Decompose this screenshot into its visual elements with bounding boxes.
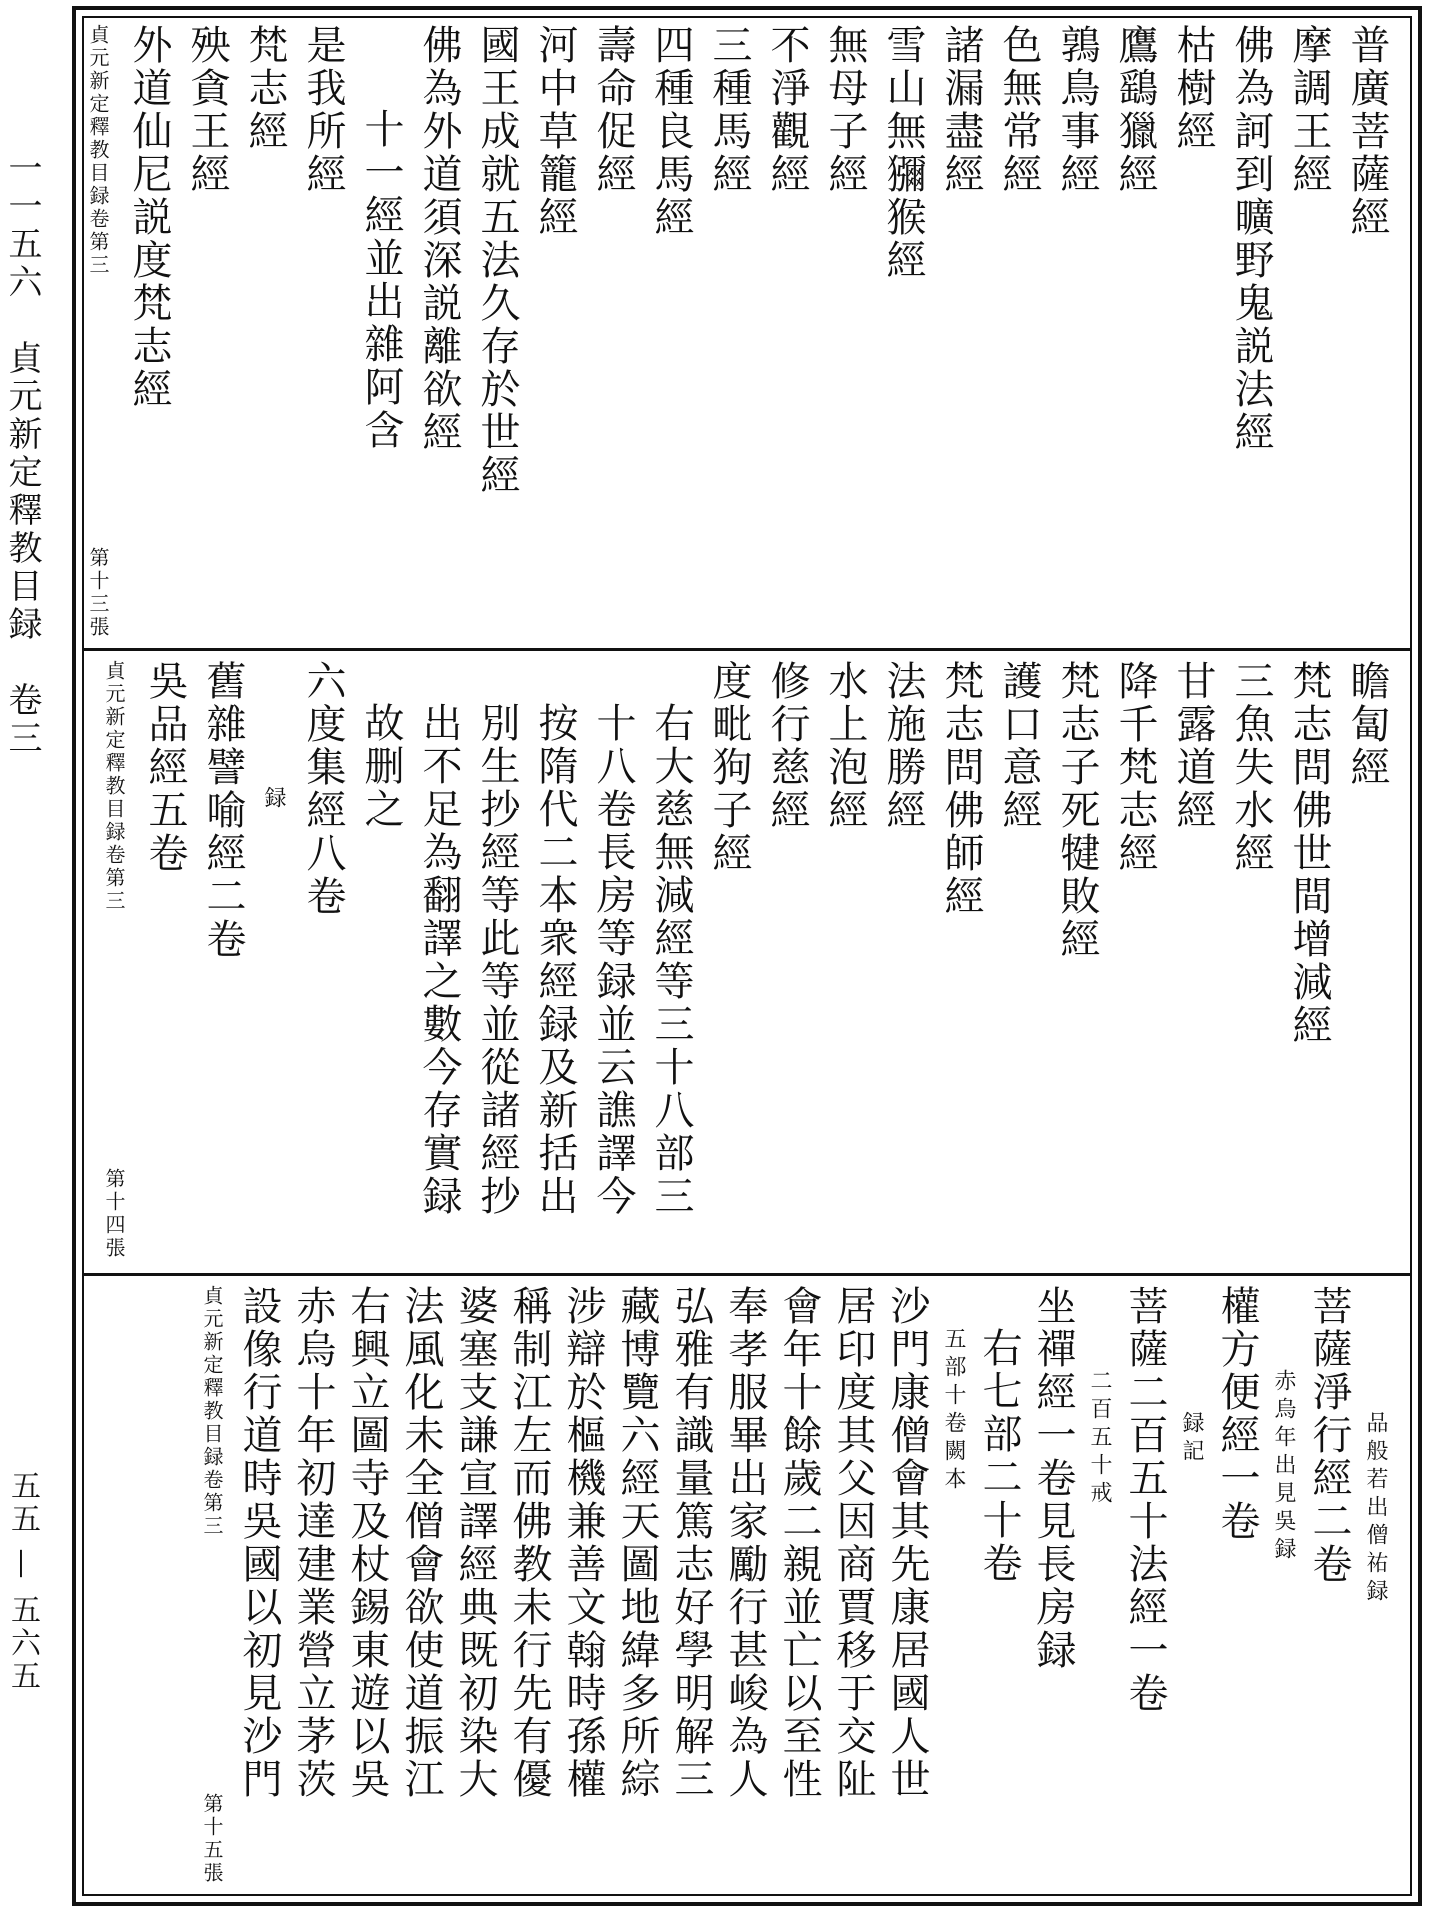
text-column: 殃貪王經 — [184, 24, 230, 196]
text-column: 權方便經一卷 — [1214, 1285, 1260, 1543]
text-column: 是我所經 — [300, 24, 346, 196]
text-column: 三種馬經 — [706, 24, 752, 196]
text-column: 護口意經 — [996, 660, 1042, 832]
text-column: 右興立圖寺及杖錫東遊以吳 — [344, 1285, 390, 1801]
text-column: 舊雜譬喻經二卷 — [200, 660, 246, 961]
text-column: 佛為訶到曠野鬼説法經 — [1228, 24, 1274, 454]
text-column: 右大慈無減經等三十八部三 — [648, 702, 694, 1218]
text-column: 河中草籠經 — [532, 24, 578, 239]
text-column: 法風化未全僧會欲使道振江 — [398, 1285, 444, 1801]
footer-page: 第十四張 — [102, 1168, 126, 1260]
text-column: 鷹鷂獵經 — [1112, 24, 1158, 196]
panel-top — [86, 24, 1390, 639]
note-column: 赤烏年出見吳録 — [1271, 1369, 1296, 1565]
text-column: 諸漏盡經 — [938, 24, 984, 196]
text-column: 梵志問佛世間增減經 — [1286, 660, 1332, 1047]
text-column: 外道仙尼説度梵志經 — [126, 24, 172, 411]
text-column: 四種良馬經 — [648, 24, 694, 239]
text-column: 雪山無獼猴經 — [880, 24, 926, 282]
text-column: 無母子經 — [822, 24, 868, 196]
text-column: 法施勝經 — [880, 660, 926, 832]
text-column: 出不足為翻譯之數今存實録 — [416, 702, 462, 1218]
footer-page: 第十三張 — [86, 547, 110, 639]
text-column: 六度集經八卷 — [300, 660, 346, 918]
text-column: 枯樹經 — [1170, 24, 1216, 153]
text-column: 色無常經 — [996, 24, 1042, 196]
text-column: 稱制江左而佛教未行先有優 — [506, 1285, 552, 1801]
text-column: 佛為外道須深説離欲經 — [416, 24, 462, 454]
panel-footer — [196, 1285, 228, 1885]
text-column: 摩調王經 — [1286, 24, 1332, 196]
text-column: 修行慈經 — [764, 660, 810, 832]
note-column: 品般若出僧祐録 — [1363, 1411, 1388, 1607]
text-column: 菩薩淨行經二卷 — [1306, 1285, 1352, 1586]
note-column: 五部十卷闕本 — [941, 1327, 966, 1495]
text-column: 普廣菩薩經 — [1344, 24, 1390, 239]
text-column: 奉孝服畢出家勵行甚峻為人 — [722, 1285, 768, 1801]
text-column: 沙門康僧會其先康居國人世 — [884, 1285, 930, 1801]
text-column: 設像行道時吳國以初見沙門 — [236, 1285, 282, 1801]
panel-bottom — [110, 1285, 1390, 1885]
text-column: 坐禪經一卷見長房録 — [1030, 1285, 1076, 1672]
note-column: 録記 — [1179, 1411, 1204, 1467]
note-column: 録 — [261, 786, 286, 814]
text-column: 水上泡經 — [822, 660, 868, 832]
text-column: 梵志問佛師經 — [938, 660, 984, 918]
text-column: 十一經並出雜阿含 — [358, 108, 404, 452]
panel-footer — [98, 660, 130, 1260]
text-column: 梵志經 — [242, 24, 288, 153]
text-column: 三魚失水經 — [1228, 660, 1274, 875]
page-range: 五五 — 五六五 — [5, 1470, 40, 1694]
text-column: 別生抄經等此等並從諸經抄 — [474, 702, 520, 1218]
text-column: 降千梵志經 — [1112, 660, 1158, 875]
text-column: 故删之 — [358, 702, 404, 831]
footer-title: 貞元新定釋教目録卷第三 — [86, 24, 110, 277]
panel-divider-2 — [82, 1273, 1412, 1276]
text-column: 右七部二十卷 — [976, 1327, 1022, 1585]
text-column: 壽命促經 — [590, 24, 636, 196]
text-column: 度毗狗子經 — [706, 660, 752, 875]
panel-divider-1 — [82, 648, 1412, 651]
text-column: 按隋代二本衆經録及新括出 — [532, 702, 578, 1218]
text-column: 瞻匐經 — [1344, 660, 1390, 789]
running-title: 一一五六 貞元新定釋教目録 卷三 — [2, 150, 42, 758]
text-column: 涉辯於樞機兼善文翰時孫權 — [560, 1285, 606, 1801]
text-column: 不淨觀經 — [764, 24, 810, 196]
text-column: 鶉鳥事經 — [1054, 24, 1100, 196]
text-column: 甘露道經 — [1170, 660, 1216, 832]
text-column: 會年十餘歲二親並亡以至性 — [776, 1285, 822, 1801]
text-column: 國王成就五法久存於世經 — [474, 24, 520, 497]
footer-title: 貞元新定釋教目録卷第三 — [200, 1285, 224, 1538]
text-column: 婆塞支謙宣譯經典既初染大 — [452, 1285, 498, 1801]
text-column: 藏博覽六經天圖地緯多所綜 — [614, 1285, 660, 1801]
footer-title: 貞元新定釋教目録卷第三 — [102, 660, 126, 913]
text-column: 菩薩二百五十法經一卷 — [1122, 1285, 1168, 1715]
text-column: 梵志子死犍敗經 — [1054, 660, 1100, 961]
text-column: 弘雅有識量篤志好學明解三 — [668, 1285, 714, 1801]
panel-middle — [102, 660, 1390, 1260]
footer-page: 第十五張 — [200, 1793, 224, 1885]
text-column: 吳品經五卷 — [142, 660, 188, 875]
note-column: 二百五十戒 — [1087, 1369, 1112, 1509]
text-column: 居印度其父因商賈移于交阯 — [830, 1285, 876, 1801]
text-column: 赤烏十年初達建業營立茅茨 — [290, 1285, 336, 1801]
panel-footer — [82, 24, 114, 639]
text-column: 十八卷長房等録並云譙譯今 — [590, 702, 636, 1218]
